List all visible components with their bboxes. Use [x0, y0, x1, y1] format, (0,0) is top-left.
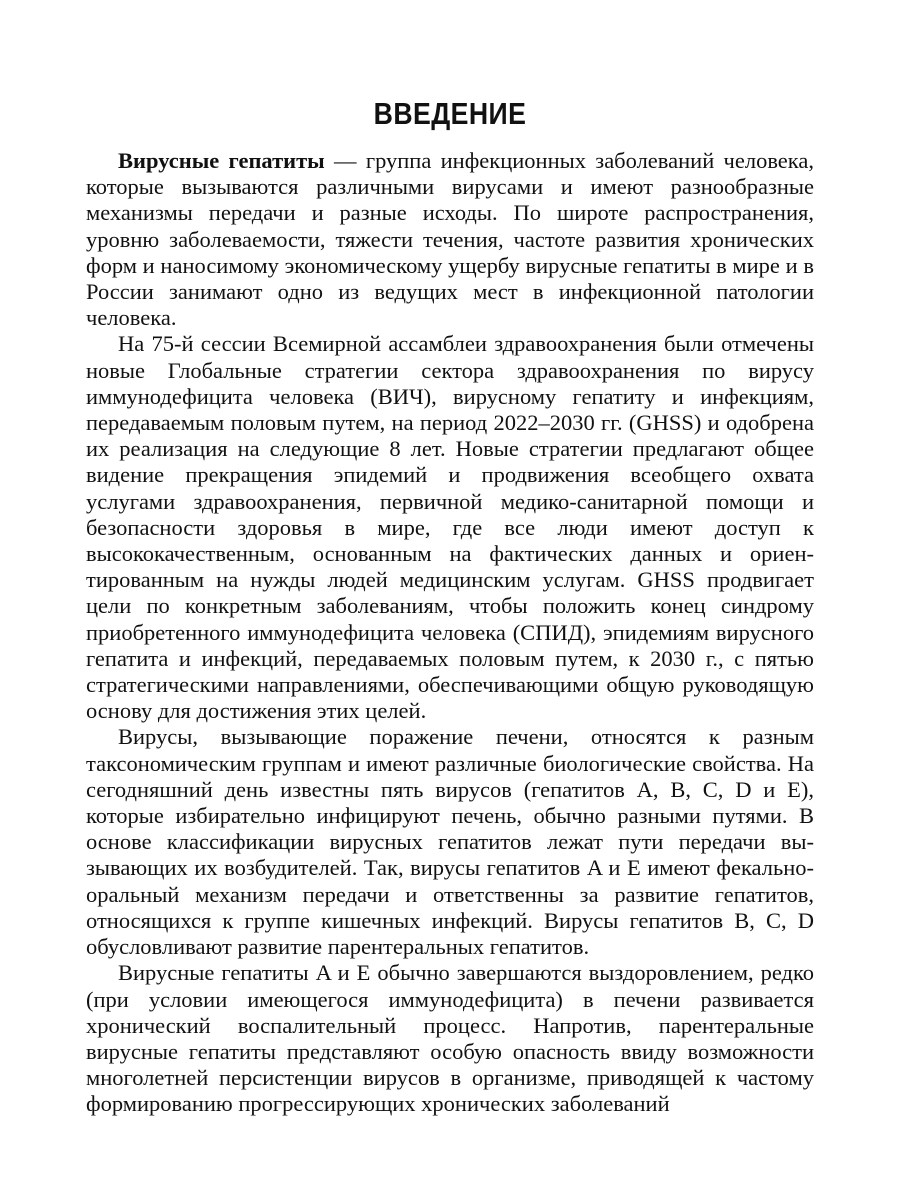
paragraph-lead: Вирусные гепатиты [118, 148, 325, 173]
paragraph-text: Вирусы, вызывающие поражение печени, относятся к разным таксономическим группам и имеют различные биологические свойства. На сегодняшний день известны пять вирусов (гепатитов A, B, C, D и E), которые избирательно инфицируют печень, обычно разными путями. В основе классификации вирусных гепатитов лежат пути передачи вызывающих их возбудителей. Так, вирусы гепатитов A и E имеют фекально-оральный механизм передачи и ответственны за развитие гепатитов, относящихся к группе кишечных инфекций. Вирусы гепатитов B, C, D обусловливают развитие парентеральных гепатитов. [86, 724, 814, 960]
body-text [86, 148, 814, 1118]
paragraph [86, 148, 814, 331]
paragraph-text: На 75-й сессии Всемирной ассамблеи здравоохранения были отмечены новые Глобальные стратегии сектора здравоохранения по вирусу иммунодефицита человека (ВИЧ), вирусному гепатиту и инфекциям, передаваемым половым путем, на период 2022–2030 гг. (GHSS) и одобрена их реализация на следующие 8 лет. Новые стратегии предлагают общее видение прекращения эпидемий и продвижения всеобщего охвата услугами здравоохранения, первичной медико-санитарной помощи и безопасности здоровья в мире, где все люди имеют доступ к высококачественным, основанным на фактических данных и ориентированным на нужды людей медицинским услугам. GHSS продвигает цели по конкретным заболеваниям, чтобы положить конец синдрому приобретенного иммунодефицита человека (СПИД), эпидемиям вирусного гепатита и инфекций, передаваемых половым путем, к 2030 г., с пятью стратегическими направлениями, обеспечивающими общую руководящую основу для достижения этих целей. [86, 331, 814, 724]
paragraph [86, 960, 814, 1117]
paragraph [86, 724, 814, 960]
paragraph-text: Вирусные гепатиты A и E обычно завершаются выздоровлением, редко (при условии имеющегося иммунодефицита) в печени развивается хронический воспалительный процесс. Напротив, парентеральные вирусные гепатиты представляют особую опасность ввиду возможности многолетней персистенции вирусов в организме, приводящей к частому формированию прогрессирующих хронических заболеваний [86, 960, 814, 1117]
paragraph [86, 331, 814, 724]
page-title: ВВЕДЕНИЕ [373, 96, 527, 131]
paragraph-text: — группа инфекционных заболеваний человека, которые вызываются различными вирусами и имеют разнообразные механизмы передачи и разные исходы. По широте распространения, уровню заболеваемости, тяжести течения, частоте развития хронических форм и наносимому экономическому ущербу вирусные гепатиты в мире и в России занимают одно из ведущих мест в инфекционной патологии человека. [86, 148, 814, 331]
